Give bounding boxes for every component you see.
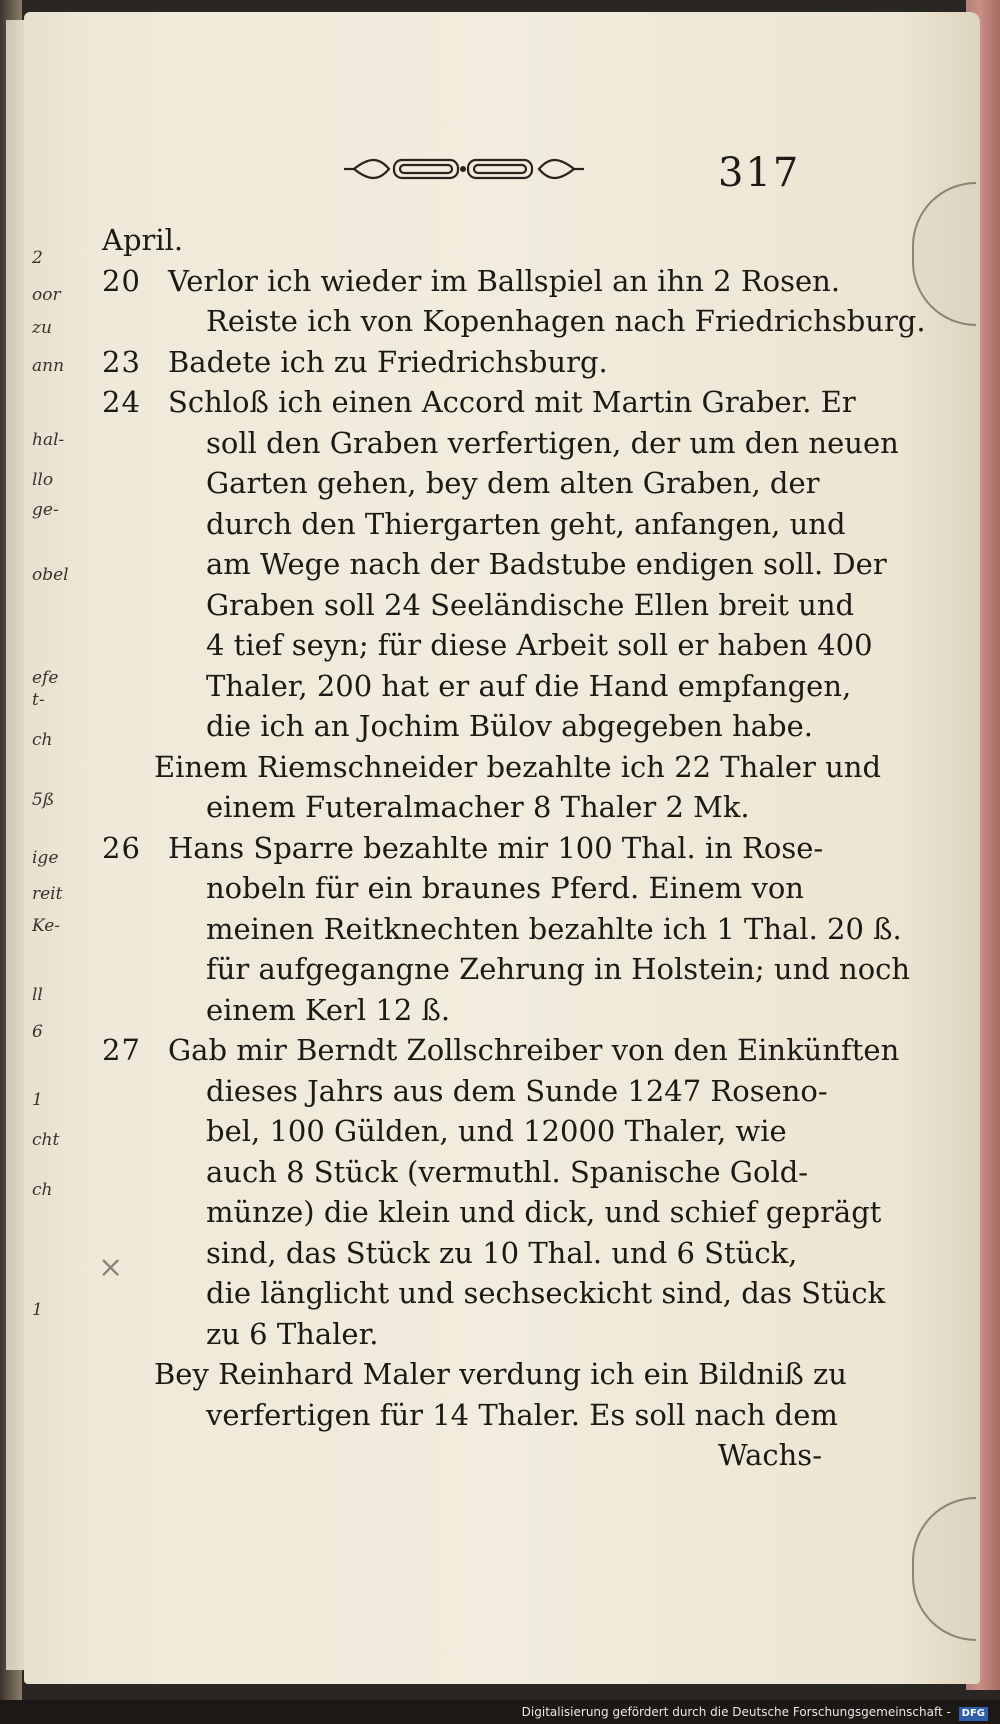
footer-text: Digitalisierung gefördert durch die Deutsche Forschungsgemeinschaft -: [521, 1705, 951, 1719]
month-heading: April.: [102, 223, 184, 257]
page-body: [102, 220, 926, 1476]
margin-scrap: 6: [32, 1022, 43, 1042]
entry-body: [168, 342, 842, 383]
margin-scrap: ige: [32, 848, 59, 868]
margin-cross-mark: ×: [98, 1250, 124, 1285]
text-line: Badete ich zu Friedrichsburg.: [168, 344, 608, 379]
diary-entry: [102, 261, 926, 342]
text-line: zu 6 Thaler.: [206, 1316, 379, 1351]
margin-scrap: ch: [32, 1180, 53, 1200]
text-line: die länglicht und sechseckicht sind, das Stück: [206, 1276, 886, 1310]
margin-scrap: oor: [32, 285, 61, 305]
text-line: nobeln für ein braunes Pferd. Einem von: [206, 871, 804, 905]
text-line: auch 8 Stück (vermuthl. Spanische Gold-: [206, 1154, 809, 1189]
text-line: einem Kerl 12 ß.: [206, 992, 451, 1027]
text-line: einem Futeralmacher 8 Thaler 2 Mk.: [206, 790, 750, 824]
margin-scrap: 5ß: [32, 790, 55, 810]
margin-scrap: ge-: [32, 500, 59, 520]
margin-scrap: ann: [32, 356, 65, 376]
entry-body: [168, 382, 899, 747]
paragraph-portrait: [102, 1354, 847, 1435]
text-line: meinen Reitknechten bezahlte ich 1 Thal. 20 ß.: [206, 911, 902, 946]
dfg-logo: DFG: [959, 1707, 988, 1721]
diary-entry: [102, 342, 842, 383]
text-line: Garten gehen, bey dem alten Graben, der: [206, 466, 820, 500]
entry-day: 20: [102, 263, 141, 298]
entry-day: 26: [102, 830, 141, 865]
text-line: Gab mir Berndt Zollschreiber von den Einkünften: [168, 1033, 900, 1067]
book-page: [24, 12, 980, 1684]
text-line: bel, 100 Gülden, und 12000 Thaler, wie: [206, 1114, 787, 1148]
text-line: sind, das Stück zu 10 Thal. und 6 Stück,: [206, 1235, 798, 1270]
diary-entry: [102, 1030, 900, 1354]
text-line: Verlor ich wieder im Ballspiel an ihn 2 Rosen.: [168, 263, 841, 298]
margin-scrap: cht: [32, 1130, 60, 1150]
margin-scrap: 2: [32, 248, 43, 268]
text-line: Schloß ich einen Accord mit Martin Graber. Er: [168, 385, 856, 419]
margin-scrap: hal-: [32, 430, 65, 450]
text-line: Bey Reinhard Maler verdung ich ein Bildniß zu: [154, 1357, 847, 1391]
text-line: Thaler, 200 hat er auf die Hand empfangen,: [206, 668, 852, 703]
entry-day: 23: [102, 344, 141, 379]
page-number: 317: [718, 150, 801, 196]
entry-body: [168, 1030, 899, 1354]
margin-scrap: obel: [32, 565, 69, 585]
margin-scrap: reit: [32, 884, 63, 904]
margin-scrap: ll: [32, 985, 43, 1005]
margin-scrap: 1: [32, 1090, 43, 1110]
text-line: Graben soll 24 Seeländische Ellen breit und: [206, 587, 855, 622]
text-line: für aufgegangne Zehrung in Holstein; und noch: [206, 952, 911, 986]
text-line: 4 tief seyn; für diese Arbeit soll er haben 400: [206, 628, 873, 662]
text-line: Hans Sparre bezahlte mir 100 Thal. in Rose-: [168, 830, 824, 865]
entries-block-2: [102, 828, 911, 1355]
text-line: die ich an Jochim Bülov abgegeben habe.: [206, 709, 813, 743]
text-line: verfertigen für 14 Thaler. Es soll nach dem: [206, 1397, 838, 1432]
margin-scrap: zu: [32, 318, 52, 338]
entry-day: 27: [102, 1033, 141, 1067]
text-line: münze) die klein und dick, und schief geprägt: [206, 1195, 882, 1229]
margin-scrap: llo: [32, 470, 54, 490]
text-line: Einem Riemschneider bezahlte ich 22 Thaler und: [154, 749, 882, 784]
text-line: am Wege nach der Badstube endigen soll. Der: [206, 547, 887, 581]
margin-scrap: Ke-: [32, 916, 61, 936]
text-line: dieses Jahrs aus dem Sunde 1247 Roseno-: [206, 1073, 828, 1108]
text-line: durch den Thiergarten geht, anfangen, und: [206, 506, 846, 541]
entry-body: [168, 828, 910, 1031]
margin-scrap: efe: [32, 668, 59, 688]
diary-entry: [102, 828, 911, 1031]
text-line: Reiste ich von Kopenhagen nach Friedrichsburg.: [206, 304, 926, 338]
entry-day: 24: [102, 385, 141, 419]
margin-scrap: t-: [32, 690, 45, 710]
entry-body: [168, 261, 926, 342]
clasp-bottom: [912, 1497, 976, 1641]
footer-bar: [0, 1700, 1000, 1724]
diary-entry: [102, 382, 899, 747]
margin-scrap: ch: [32, 730, 53, 750]
entries-block-1: [102, 261, 926, 747]
header-ornament: [344, 149, 584, 189]
text-line: soll den Graben verfertigen, der um den neuen: [206, 425, 899, 460]
margin-scrap: 1: [32, 1300, 43, 1320]
catchword: Wachs-: [717, 1438, 822, 1472]
paragraph-payments: [102, 747, 882, 828]
